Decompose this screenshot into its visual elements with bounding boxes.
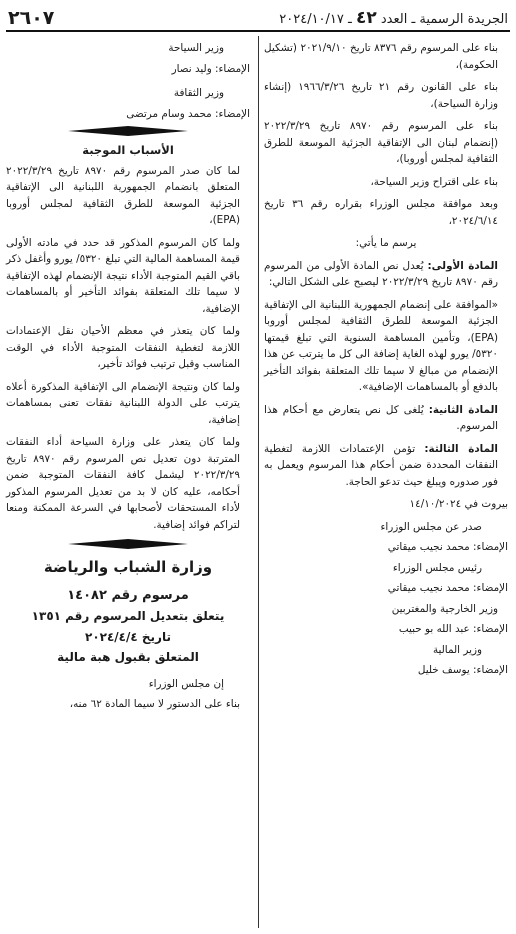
column-divider bbox=[258, 36, 259, 928]
preamble-paragraph: بناء على اقتراح وزير السياحة، bbox=[370, 175, 498, 188]
decree-intro: يرسم ما يأتي: bbox=[355, 237, 417, 249]
preamble-paragraph: بناء على القانون رقم ٢١ تاريخ ١٩٦٦/٣/٢٦ (إنشاء وزارة السياحة)، bbox=[264, 81, 498, 110]
article-2-text: يُلغى كل نص يتعارض مع أحكام هذا المرسوم. bbox=[264, 403, 498, 432]
issue-date: ـ ٢٠٢٤/١٠/١٧ bbox=[279, 12, 352, 27]
preamble-paragraph: وبعد موافقة مجلس الوزراء بقراره رقم ٣٦ تاريخ ٢٠٢٤/٦/١٤، bbox=[264, 198, 498, 227]
section-ornament bbox=[6, 126, 250, 136]
gazette-name: الجريدة الرسمية ـ العدد bbox=[380, 12, 508, 27]
article-3-text: تؤمن الإعتمادات اللازمة لتغطية النفقات المحددة ضمن أحكام هذا المرسوم ويعمل به فور صدوره ويبلغ حيث تدعو الحاجة. bbox=[264, 442, 498, 488]
signature-line: وزير المالية bbox=[432, 643, 482, 656]
article-3-label: المادة الثالثة: bbox=[424, 442, 498, 455]
quoted-text: «الموافقة على إنضمام الجمهورية اللبنانية الى الإتفاقية الجزئية الموسعة للطرق الثقافية لمجلس أوروبا (EPA)، وتأمين المساهمة السنوية التي تبلغ قيمتها ٥٣٢٠/ يورو لهذه الغاية إضافة الى كل ما يترتب عن هذا الإنضمام من مبالغ لا سيما تلك المتعلقة بفوائد التأخير بالدفع أو بالمساهمات الإضافية». bbox=[264, 298, 498, 393]
issue-number: ٤٢ bbox=[355, 8, 377, 28]
closing-line: إن مجلس الوزراء bbox=[148, 677, 224, 690]
signature-line: الإمضاء: وليد نصار bbox=[171, 62, 250, 75]
signature-line: الإمضاء: محمد وسام مرتضى bbox=[126, 107, 250, 120]
section-ornament bbox=[6, 539, 250, 549]
signature-line: الإمضاء: يوسف خليل bbox=[417, 664, 508, 676]
place-date: بيروت في ١٤/١٠/٢٠٢٤ bbox=[409, 498, 508, 510]
article-1-label: المادة الأولى: bbox=[427, 259, 498, 272]
article-3 bbox=[264, 441, 508, 491]
signature-line: الإمضاء: عبد الله بو حبيب bbox=[398, 623, 508, 635]
reasons-heading: الأسباب الموجبة bbox=[82, 143, 174, 157]
signature-line: وزير الثقافة bbox=[173, 87, 224, 99]
signature-line: الإمضاء: محمد نجيب ميقاتي bbox=[387, 582, 508, 594]
page-header bbox=[6, 6, 510, 32]
signature-line: رئيس مجلس الوزراء bbox=[392, 561, 482, 574]
header-title bbox=[279, 8, 508, 28]
decree-date: تاريخ ٢٠٢٤/٤/٤ bbox=[85, 629, 171, 644]
article-1-text: يُعدل نص المادة الأولى من المرسوم رقم ٨٩٧٠ تاريخ ٢٠٢٢/٣/٢٩ ليصبح على الشكل التالي: bbox=[264, 259, 498, 288]
preamble-paragraph: بناء على المرسوم رقم ٨٣٧٦ تاريخ ٢٠٢١/٩/١٠ (تشكيل الحكومة)، bbox=[264, 42, 499, 71]
article-1 bbox=[264, 258, 508, 291]
reasons-paragraph: ولما كان ونتيجة الإنضمام الى الإتفاقية المذكورة أعلاه يترتب على الدولة اللبنانية نفقات تعنى بمساهمات إضافية، bbox=[6, 380, 240, 426]
decree-number: مرسوم رقم ١٤٠٨٢ bbox=[67, 587, 189, 603]
preamble-paragraph: بناء على المرسوم رقم ٨٩٧٠ تاريخ ٢٠٢٢/٣/٢٩ (إنضمام لبنان الى الإتفاقية الجزئية الموسعة للطرق الثقافية لمجلس أوروبا)، bbox=[264, 120, 499, 165]
left-column bbox=[6, 40, 250, 719]
page-number: ٢٦٠٧ bbox=[8, 7, 55, 29]
reasons-paragraph: ولما كان يتعذر على وزارة السياحة أداء النفقات المترتبة دون تعديل نص المرسوم رقم ٨٩٧٠ تاريخ ٢٠٢٢/٣/٢٩ ليشمل كافة النفقات المتوجبة ضمن أحكامه، عليه كان لا بد من تعديل المرسوم المذكور لأداء المستحقات لأصحابها في السرعة الممكنة ومنعا لتراكم فوائد إضافية. bbox=[6, 436, 240, 531]
reasons-paragraph: لما كان صدر المرسوم رقم ٨٩٧٠ تاريخ ٢٠٢٢/٣/٢٩ المتعلق بانضمام الجمهورية اللبنانية الى الإتفاقية الجزئية الموسعة للطرق الثقافية لمجلس أوروبا (EPA)، bbox=[6, 164, 241, 226]
decree-topic: المتعلق بقبول هبة مالية bbox=[57, 650, 199, 664]
closing-line: بناء على الدستور لا سيما المادة ٦٢ منه، bbox=[69, 698, 240, 710]
right-column bbox=[264, 40, 508, 683]
ministry-title: وزارة الشباب والرياضة bbox=[43, 558, 213, 576]
article-2 bbox=[264, 402, 508, 435]
article-2-label: المادة الثانية: bbox=[428, 403, 498, 416]
signature-line: وزير الخارجية والمغتربين bbox=[391, 602, 498, 615]
signature-line: صدر عن مجلس الوزراء bbox=[380, 520, 482, 533]
reasons-paragraph: ولما كان يتعذر في معظم الأحيان نقل الإعتمادات اللازمة لتغطية النفقات المتوجبة الأداء في الوقت المناسب وقبل ترتيب فوائد تأخير، bbox=[6, 325, 240, 370]
decree-subject: يتعلق بتعديل المرسوم رقم ١٣٥١ bbox=[31, 609, 225, 623]
reasons-paragraph: ولما كان المرسوم المذكور قد حدد في مادته الأولى قيمة المساهمة المالية التي تبلغ ٥٣٢٠/ يورو وأغفل ذكر باقي القيم المتوجبة الأداء نتيجة الإنضمام لهذه الإتفاقية لا سيما تلك المتعلقة بفوائد التأخير أو بالمساهمات الإضافية، bbox=[6, 236, 240, 315]
signature-line: الإمضاء: محمد نجيب ميقاتي bbox=[387, 541, 508, 553]
signature-line: وزير السياحة bbox=[168, 42, 224, 54]
